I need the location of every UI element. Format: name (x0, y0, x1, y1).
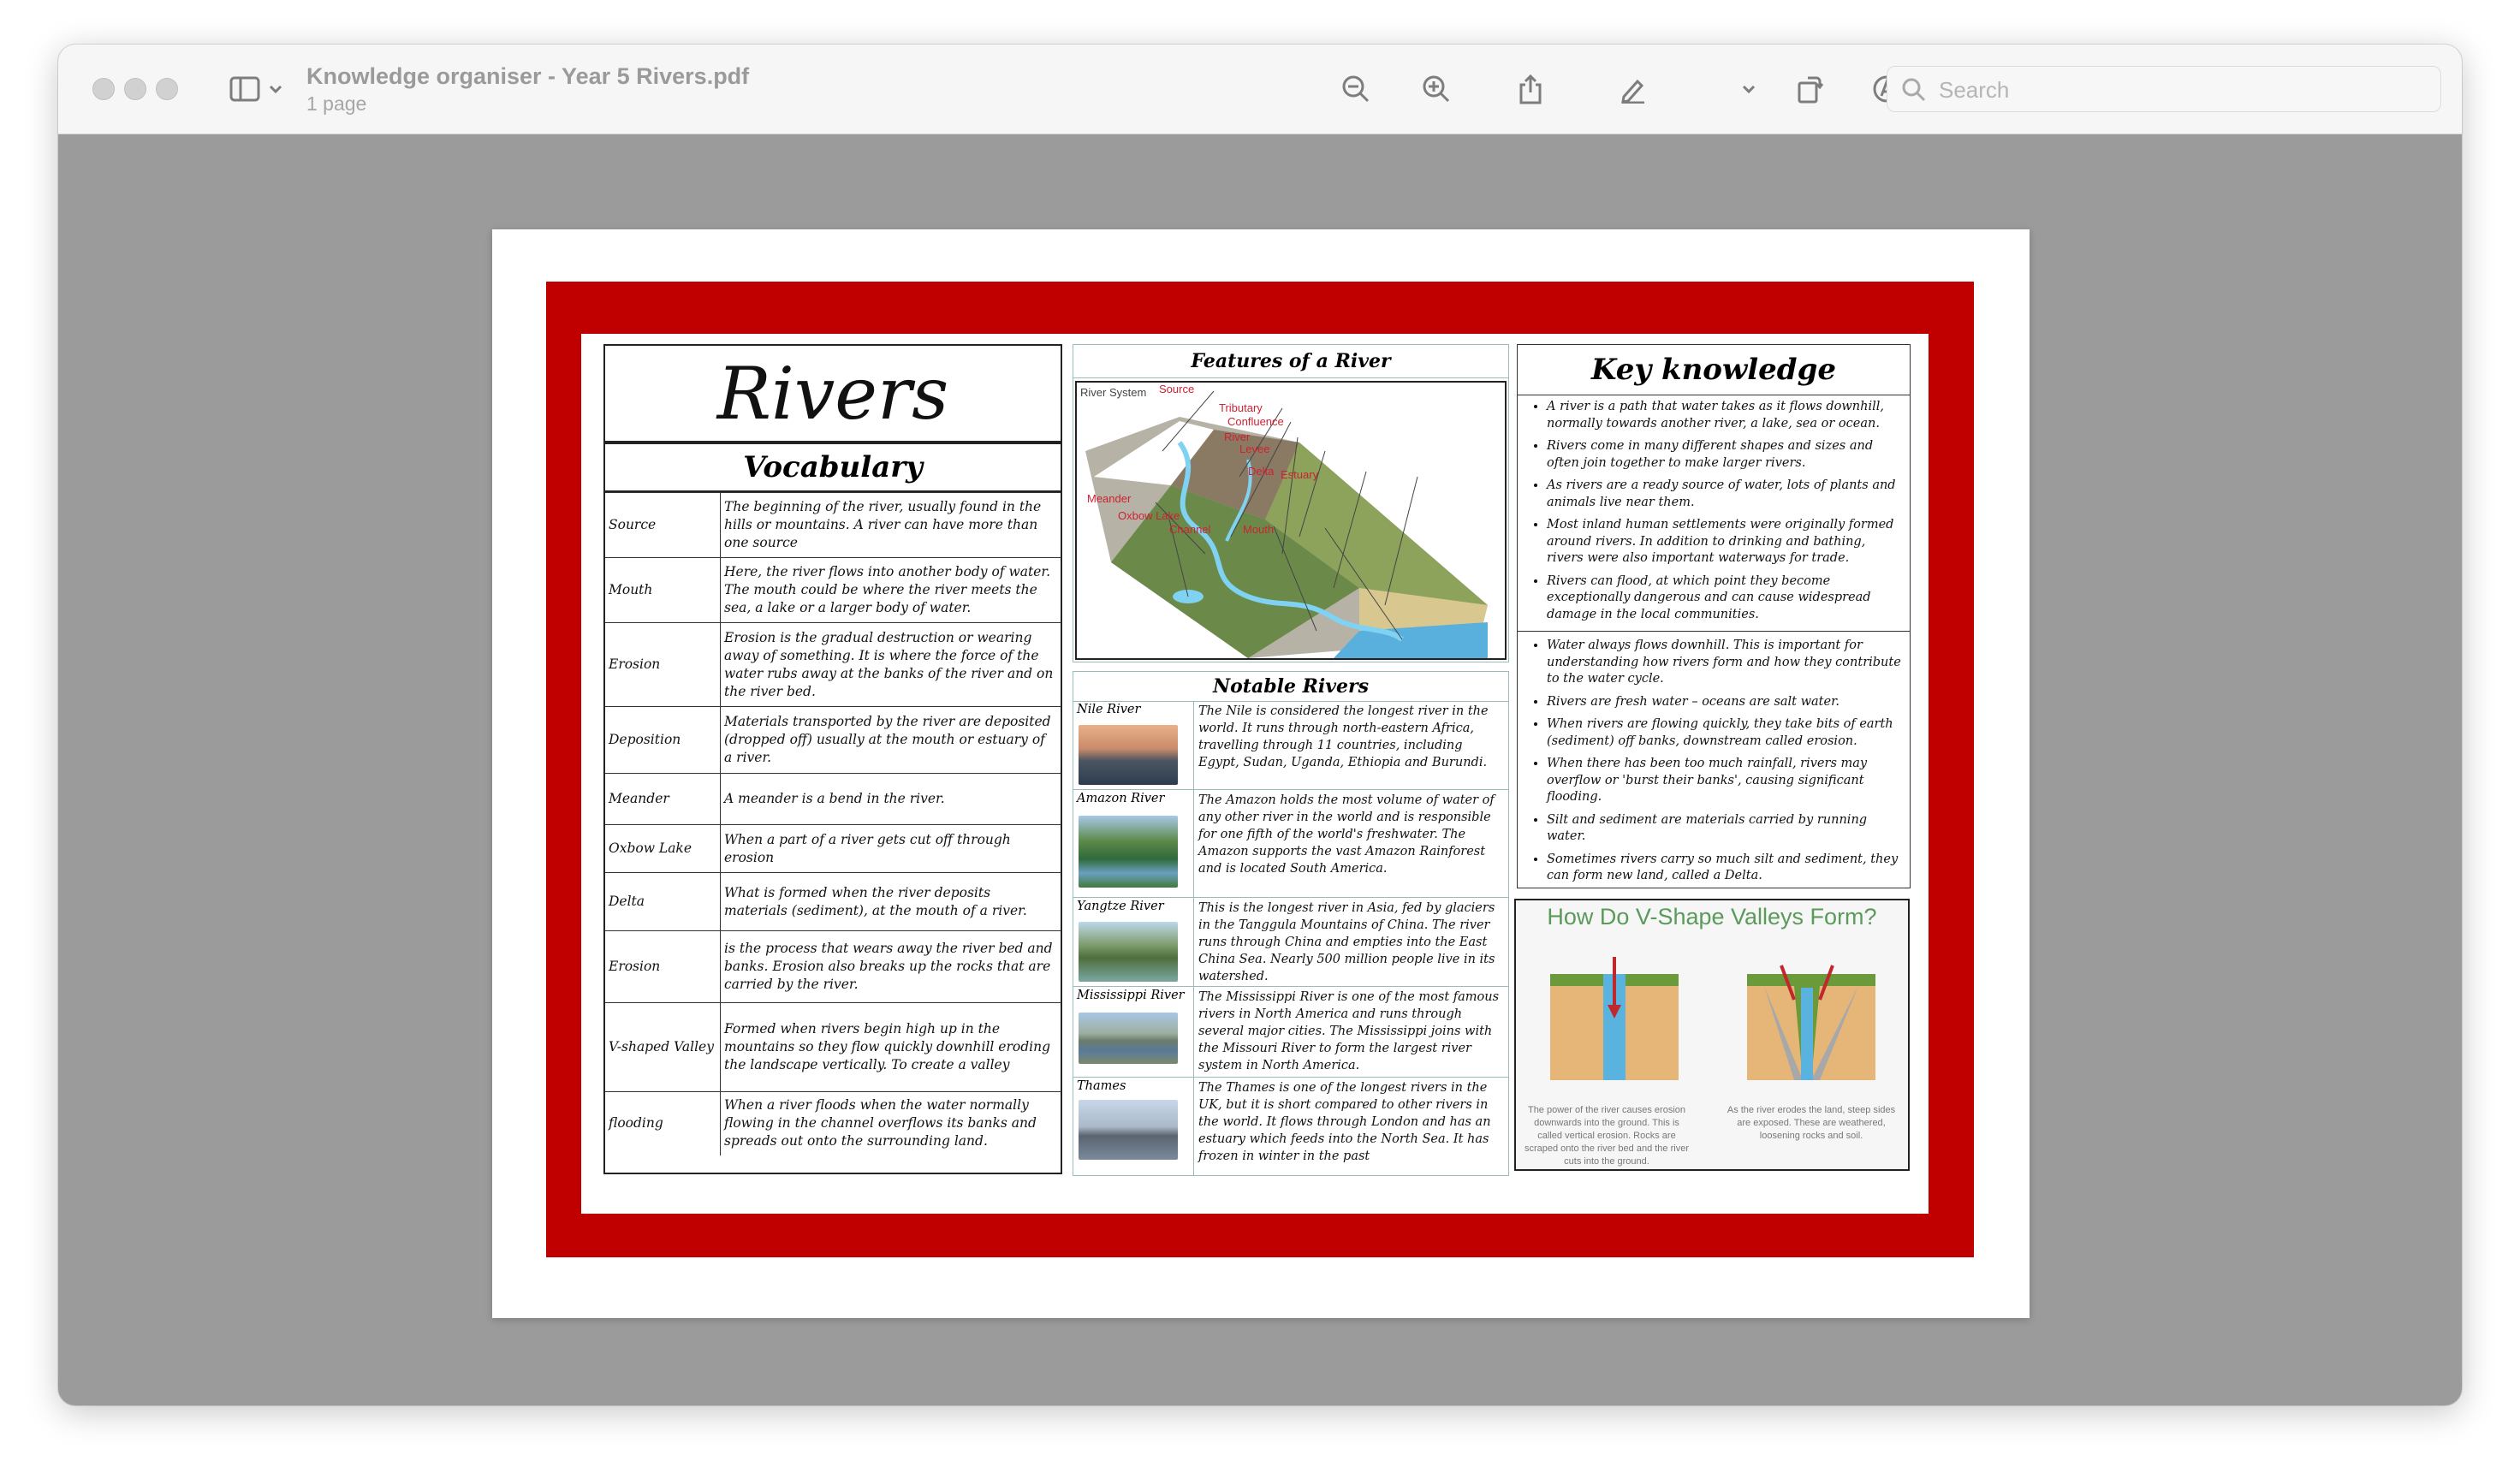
vocab-term: Meander (605, 774, 721, 825)
vocab-row (605, 1003, 1061, 1092)
vocab-definition: Erosion is the gradual destruction or wearing away of something. It is where the force of the water rubs away at the banks of the river and on the river bed. (721, 623, 1061, 707)
main-title: Rivers (716, 351, 949, 436)
list-item: • When there has been too much rainfall, rivers may overflow or 'burst their banks', causing significant flooding. (1547, 756, 1905, 806)
minimize-window-button[interactable] (124, 78, 146, 100)
list-item: • Silt and sediment are materials carried by running water. (1547, 812, 1905, 846)
river-description: The Thames is one of the longest rivers in the UK, but it is short compared to other rivers in the world. It flows through London and has an estuary which feeds into the North Sea. It has frozen in winter in the past (1198, 1081, 1491, 1163)
vocab-definition: When a part of a river gets cut off through erosion (721, 825, 1061, 873)
notable-river-row (1073, 701, 1508, 790)
features-heading: Features of a River (1073, 345, 1508, 378)
river-description: This is the longest river in Asia, fed by glaciers in the Tanggula Mountains of China. The river runs through China and empties into the East China Sea. Nearly 500 million people live in its watershed. (1198, 901, 1495, 983)
label-tributary: Tributary (1219, 401, 1263, 414)
vocab-term: Erosion (605, 931, 721, 1003)
organiser-content (581, 334, 1929, 1214)
vocab-row (605, 707, 1061, 774)
sidebar-icon[interactable] (226, 70, 264, 108)
vocab-row (605, 873, 1061, 931)
rotate-icon[interactable] (1791, 70, 1828, 108)
vocab-definition: Here, the river flows into another body of water. The mouth could be where the river meets the sea, a lake or a larger body of water. (721, 558, 1061, 623)
list-item: • A river is a path that water takes as it flows downhill, normally towards another river, a lake, sea or ocean. (1547, 399, 1905, 432)
key-knowledge-list-bottom (1518, 634, 1910, 891)
chevron-down-icon[interactable] (1739, 70, 1758, 108)
notable-rivers-panel (1073, 671, 1509, 1176)
vocab-term: Delta (605, 873, 721, 931)
list-item: • Rivers come in many different shapes and sizes and often join together to make larger rivers. (1547, 438, 1905, 472)
key-knowledge-list-top (1518, 395, 1910, 623)
vocab-term: flooding (605, 1092, 721, 1155)
vocab-term: Deposition (605, 707, 721, 774)
zoom-out-icon[interactable] (1337, 70, 1375, 108)
markup-pen-icon[interactable] (1614, 70, 1652, 108)
zoom-window-button[interactable] (156, 78, 178, 100)
vocab-row (605, 493, 1061, 558)
label-oxbow: Oxbow Lake (1118, 509, 1180, 522)
vocab-row (605, 774, 1061, 825)
notable-river-row (1073, 987, 1508, 1078)
list-item: • Rivers are fresh water – oceans are salt water. (1547, 694, 1905, 711)
river-name: Mississippi River (1077, 989, 1185, 1002)
vocab-row (605, 558, 1061, 623)
vocab-row (605, 825, 1061, 873)
vocab-row (605, 623, 1061, 707)
caption-vertical-erosion: The power of the river causes erosion downwards into the ground. This is called vertical erosion. Rocks are scraped onto the river bed and the river cuts into the ground. (1524, 1105, 1689, 1167)
notable-river-row (1073, 790, 1508, 898)
list-item: • Most inland human settlements were originally formed around rivers. In addition to drinking and bathing, rivers were also important waterways for trade. (1547, 517, 1905, 567)
caption-weathering: As the river erodes the land, steep sides are exposed. These are weathered, loosening rocks and soil. (1727, 1105, 1896, 1141)
vocab-term: V-shaped Valley (605, 1003, 721, 1092)
chevron-down-icon[interactable] (266, 70, 285, 108)
river-description: The Amazon holds the most volume of water of any other river in the world and is responsible for one fifth of the world's freshwater. The Amazon supports the vast Amazon Rainforest and is located South America. (1198, 793, 1495, 876)
river-description: The Mississippi River is one of the most famous rivers in North America and runs through several major cities. The Mississippi joins with the Missouri River to form the largest river system in North America. (1198, 990, 1500, 1072)
vocab-definition: Formed when rivers begin high up in the mountains so they flow quickly downhill eroding the landscape vertically. To create a valley (721, 1003, 1061, 1092)
label-mouth: Mouth (1243, 523, 1275, 536)
page-count: 1 page (306, 92, 367, 115)
label-channel: Channel (1169, 523, 1211, 536)
diagram-title: River System (1080, 386, 1147, 399)
vocab-definition: What is formed when the river deposits materials (sediment), at the mouth of a river. (721, 873, 1061, 931)
notable-river-row (1073, 898, 1508, 987)
river-system-diagram (1075, 381, 1507, 660)
thames-photo (1079, 1100, 1178, 1160)
red-frame (546, 282, 1974, 1257)
vocab-term: Oxbow Lake (605, 825, 721, 873)
v-shape-title: How Do V-Shape Valleys Form? (1547, 904, 1877, 930)
vocab-definition: When a river floods when the water normally flowing in the channel overflows its banks and spreads out onto the surrounding land. (721, 1092, 1061, 1155)
label-levee: Levee (1239, 443, 1270, 455)
vocab-definition: The beginning of the river, usually found in the hills or mountains. A river can have more than one source (721, 493, 1061, 558)
river-description: The Nile is considered the longest river in the world. It runs through north-eastern Africa, travelling through 11 countries, including Egypt, Sudan, Uganda, Ethiopia and Burundi. (1198, 704, 1489, 769)
vocabulary-table (605, 492, 1061, 1155)
yangtze-photo (1079, 922, 1178, 982)
label-confluence: Confluence (1227, 415, 1284, 428)
key-knowledge-heading: Key knowledge (1518, 345, 1910, 395)
vocabulary-panel (603, 443, 1062, 1174)
vocab-row (605, 1092, 1061, 1155)
title-bar (58, 45, 2462, 134)
vocab-term: Erosion (605, 623, 721, 707)
document-title: Knowledge organiser - Year 5 Rivers.pdf (306, 63, 750, 89)
label-source: Source (1159, 383, 1195, 395)
search-input[interactable] (1937, 74, 2420, 106)
v-shape-valley-panel (1514, 899, 1910, 1171)
v-valley-illustration (1516, 940, 1908, 1111)
label-river: River (1224, 431, 1251, 443)
vocab-term: Mouth (605, 558, 721, 623)
pdf-page (492, 229, 2030, 1318)
vocab-row (605, 931, 1061, 1003)
share-icon[interactable] (1512, 70, 1549, 108)
main-title-box (603, 344, 1062, 443)
vocab-definition: Materials transported by the river are deposited (dropped off) usually at the mouth or estuary of a river. (721, 707, 1061, 774)
river-name: Nile River (1077, 703, 1141, 716)
list-item: • Sometimes rivers carry so much silt and sediment, they can form new land, called a Delta. (1547, 852, 1905, 885)
mississippi-photo (1079, 1013, 1178, 1064)
list-item: • When rivers are flowing quickly, they take bits of earth (sediment) off banks, downstream called erosion. (1547, 716, 1905, 750)
zoom-in-icon[interactable] (1418, 70, 1455, 108)
list-item: • Rivers can flood, at which point they become exceptionally dangerous and can cause widespread damage in the local communities. (1547, 573, 1905, 624)
river-name: Amazon River (1077, 792, 1165, 805)
river-name: Thames (1077, 1079, 1126, 1093)
search-field[interactable] (1887, 66, 2441, 112)
key-knowledge-panel (1517, 344, 1911, 888)
list-item: • Water always flows downhill. This is important for understanding how rivers form and how they contribute to the water cycle. (1547, 638, 1905, 688)
vocab-definition: is the process that wears away the river bed and banks. Erosion also breaks up the rocks that are carried by the river. (721, 931, 1061, 1003)
vocab-definition: A meander is a bend in the river. (721, 774, 1061, 825)
close-window-button[interactable] (92, 78, 115, 100)
notable-river-row (1073, 1078, 1508, 1175)
vocabulary-heading: Vocabulary (605, 444, 1061, 492)
list-item: • As rivers are a ready source of water, lots of plants and animals live near them. (1547, 478, 1905, 511)
nile-photo (1079, 725, 1178, 785)
notable-rivers-heading: Notable Rivers (1073, 672, 1508, 702)
label-estuary: Estuary (1281, 468, 1319, 481)
amazon-photo (1079, 816, 1178, 888)
preview-window (58, 45, 2462, 1405)
label-delta: Delta (1248, 465, 1275, 478)
label-meander: Meander (1087, 492, 1132, 505)
river-name: Yangtze River (1077, 900, 1164, 913)
vocab-term: Source (605, 493, 721, 558)
features-panel (1073, 344, 1509, 662)
search-icon (1901, 77, 1927, 103)
